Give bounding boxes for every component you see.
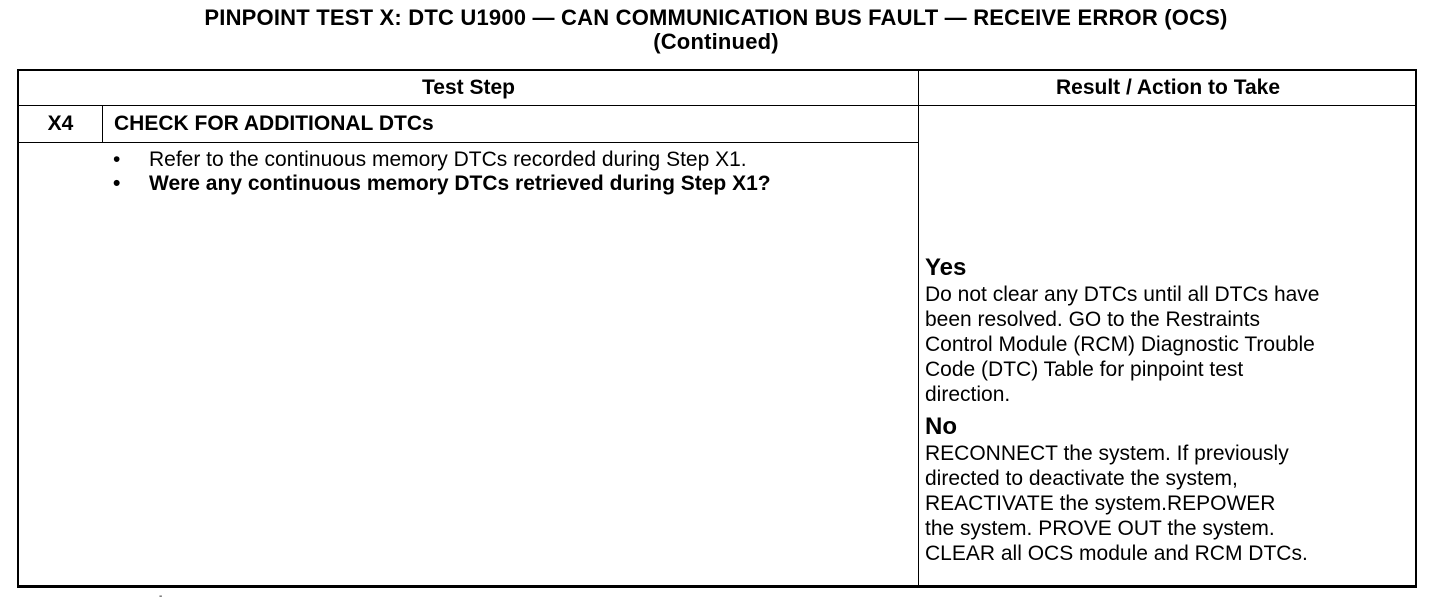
header-result-action: Result / Action to Take bbox=[1055, 76, 1281, 99]
step-divider bbox=[19, 142, 918, 143]
page-title bbox=[0, 6, 1432, 54]
bullet-icon: • bbox=[113, 148, 121, 171]
pinpoint-test-table bbox=[17, 69, 1417, 588]
title-line-1: PINPOINT TEST X: DTC U1900 — CAN COMMUNICATION BUS FAULT — RECEIVE ERROR (OCS) bbox=[204, 5, 1228, 30]
result-no-action: RECONNECT the system. If previously directed to deactivate the system, REACTIVATE the system.REPOWER the system. PROVE OUT the system. CLEAR all OCS module and RCM DTCs. bbox=[925, 442, 1308, 565]
result-yes-action: Do not clear any DTCs until all DTCs have been resolved. GO to the Restraints Control Module (RCM) Diagnostic Trouble Code (DTC) Table for pinpoint test direction. bbox=[925, 283, 1320, 406]
result-yes-heading: Yes bbox=[925, 254, 967, 281]
column-divider bbox=[918, 71, 919, 585]
footer-mark: - bbox=[159, 591, 163, 602]
step-id: X4 bbox=[47, 112, 74, 135]
instruction-item bbox=[109, 147, 899, 172]
step-instructions bbox=[109, 147, 899, 196]
result-yes bbox=[925, 254, 1413, 407]
question-item bbox=[109, 172, 899, 196]
result-no-heading: No bbox=[925, 413, 957, 440]
title-line-2: (Continued) bbox=[653, 29, 779, 54]
step-title: CHECK FOR ADDITIONAL DTCs bbox=[114, 112, 434, 135]
question-text: Were any continuous memory DTCs retrieved during Step X1? bbox=[149, 172, 771, 195]
instruction-text: Refer to the continuous memory DTCs recorded during Step X1. bbox=[149, 148, 747, 171]
step-id-divider bbox=[102, 106, 103, 142]
bullet-icon: • bbox=[113, 172, 121, 195]
header-test-step: Test Step bbox=[422, 76, 515, 99]
result-no bbox=[925, 413, 1413, 566]
